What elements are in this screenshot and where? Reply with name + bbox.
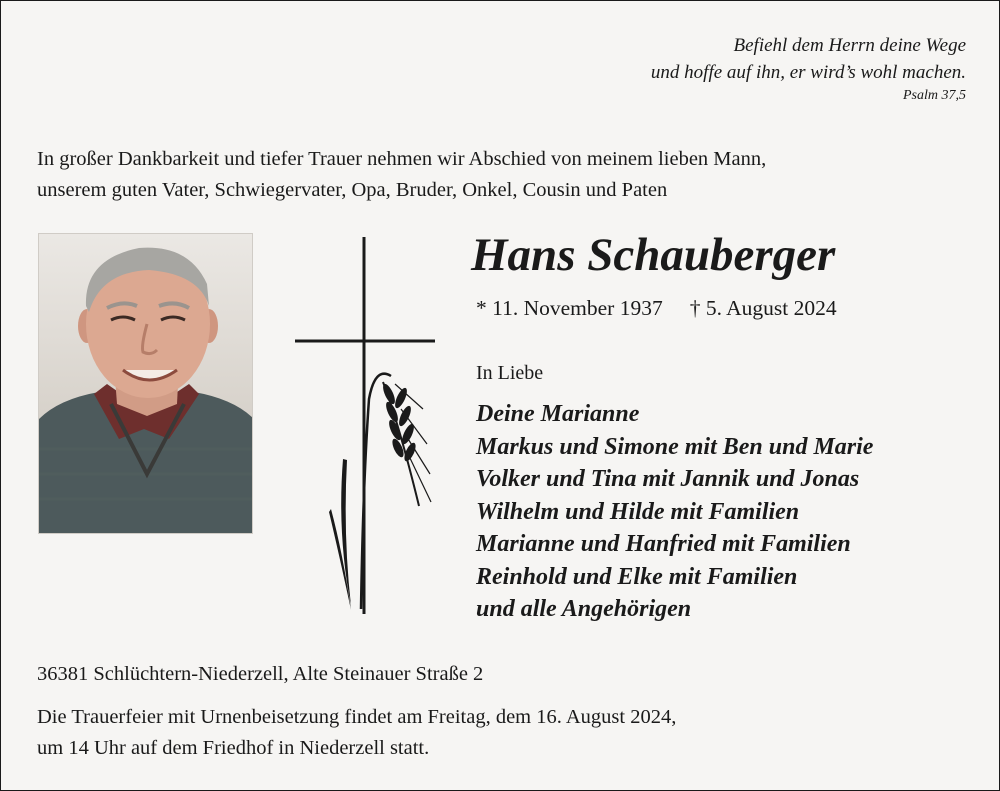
mourner-line: Wilhelm und Hilde mit Familien bbox=[476, 498, 800, 525]
mourner-line: Deine Marianne bbox=[476, 401, 640, 427]
death-date: † 5. August 2024 bbox=[689, 296, 837, 320]
mourners-heading: In Liebe bbox=[476, 362, 544, 384]
deceased-name: Hans Schauberger bbox=[471, 229, 836, 281]
mourner-line: Marianne und Hanfried mit Familien bbox=[476, 531, 851, 557]
mourner-line: Volker und Tina mit Jannik und Jonas bbox=[476, 466, 860, 492]
mourner-line: und alle Angehörigen bbox=[476, 596, 692, 622]
cross-wheat-icon bbox=[291, 234, 441, 619]
birth-date: * 11. November 1937 bbox=[476, 296, 663, 320]
service-line-2: um 14 Uhr auf dem Friedhof in Niederzell statt. bbox=[37, 737, 430, 759]
intro-line-1: In großer Dankbarkeit und tiefer Trauer nehmen wir Abschied von meinem lieben Mann, bbox=[37, 148, 767, 170]
family-address: 36381 Schlüchtern-Niederzell, Alte Steinauer Straße 2 bbox=[37, 663, 484, 685]
funeral-service-info bbox=[37, 702, 977, 764]
psalm-line-2: und hoffe auf ihn, er wird’s wohl machen. bbox=[650, 62, 966, 83]
portrait-illustration bbox=[39, 234, 253, 534]
mourner-line: Markus und Simone mit Ben und Marie bbox=[476, 433, 874, 460]
psalm-quote bbox=[651, 32, 966, 106]
life-dates bbox=[476, 293, 837, 323]
mourners-list bbox=[476, 398, 873, 626]
portrait-photo bbox=[38, 233, 253, 534]
intro-text bbox=[37, 144, 977, 206]
service-line-1: Die Trauerfeier mit Urnenbeisetzung findet am Freitag, dem 16. August 2024, bbox=[37, 706, 677, 728]
psalm-reference: Psalm 37,5 bbox=[903, 88, 966, 103]
mourner-line: Reinhold und Elke mit Familien bbox=[476, 563, 798, 590]
psalm-line-1: Befiehl dem Herrn deine Wege bbox=[733, 35, 966, 56]
intro-line-2: unserem guten Vater, Schwiegervater, Opa, Bruder, Onkel, Cousin und Paten bbox=[37, 179, 668, 201]
